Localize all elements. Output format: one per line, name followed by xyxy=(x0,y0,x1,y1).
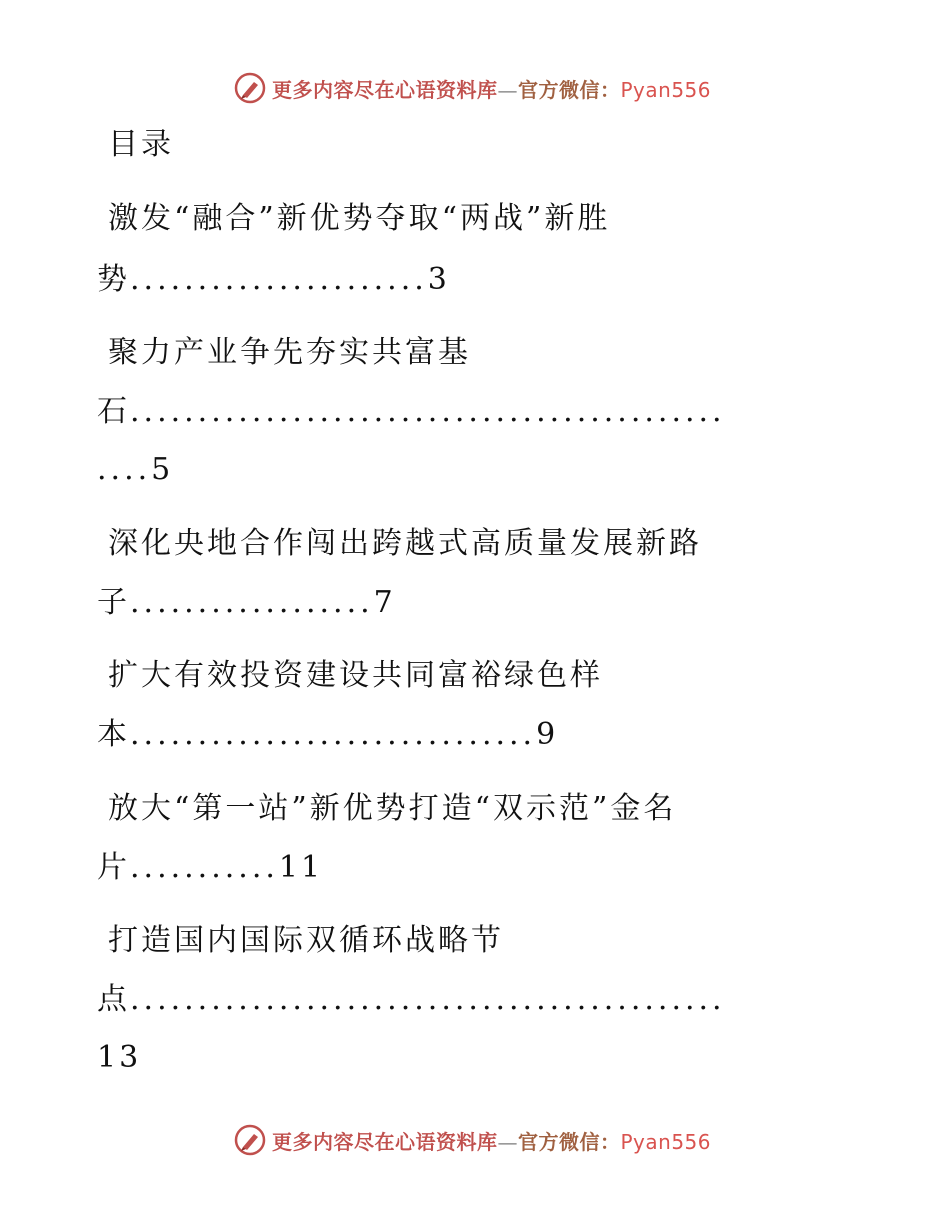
toc-entry-leader-continued: ....5 xyxy=(97,452,174,487)
watermark-text: 更多内容尽在心语资料库—官方微信：Pyan556 xyxy=(272,77,712,102)
pen-logo-icon xyxy=(234,1124,266,1156)
toc-entry-title: 放大“第一站”新优势打造“双示范”金名 xyxy=(108,791,677,826)
toc-page-number: 3 xyxy=(427,262,450,297)
toc-entry-title: 聚力产业争先夯实共富基 xyxy=(108,335,471,370)
toc-page-number: 11 xyxy=(278,850,324,885)
toc-page-number: 9 xyxy=(536,717,559,752)
toc-entry-title: 打造国内国际双循环战略节 xyxy=(108,923,504,958)
toc-heading: 目录 xyxy=(108,127,174,162)
toc-entry-title: 深化央地合作闯出跨越式高质量发展新路 xyxy=(108,526,702,561)
toc-entry-title: 扩大有效投资建设共同富裕绿色样 xyxy=(108,658,603,693)
toc-entry-title: 激发“融合”新优势夺取“两战”新胜 xyxy=(108,201,611,236)
toc-entry-leader: 子..................7 xyxy=(97,585,396,620)
toc-page-number: 7 xyxy=(373,585,396,620)
watermark-banner-bottom xyxy=(234,1122,711,1158)
watermark-banner-top xyxy=(234,70,711,106)
toc-page-number: 5 xyxy=(151,452,174,487)
toc-entry-leader: 本..............................9 xyxy=(97,717,559,752)
pen-logo-icon xyxy=(234,72,266,104)
toc-entry-leader: 石............................................ xyxy=(97,394,726,429)
toc-page-number: 13 xyxy=(97,1040,142,1075)
toc-entry-leader: 势......................3 xyxy=(97,262,450,297)
watermark-text: 更多内容尽在心语资料库—官方微信：Pyan556 xyxy=(272,1129,712,1154)
toc-entry-leader: 点............................................ xyxy=(97,982,726,1017)
toc-entry-leader: 片...........11 xyxy=(97,850,324,885)
